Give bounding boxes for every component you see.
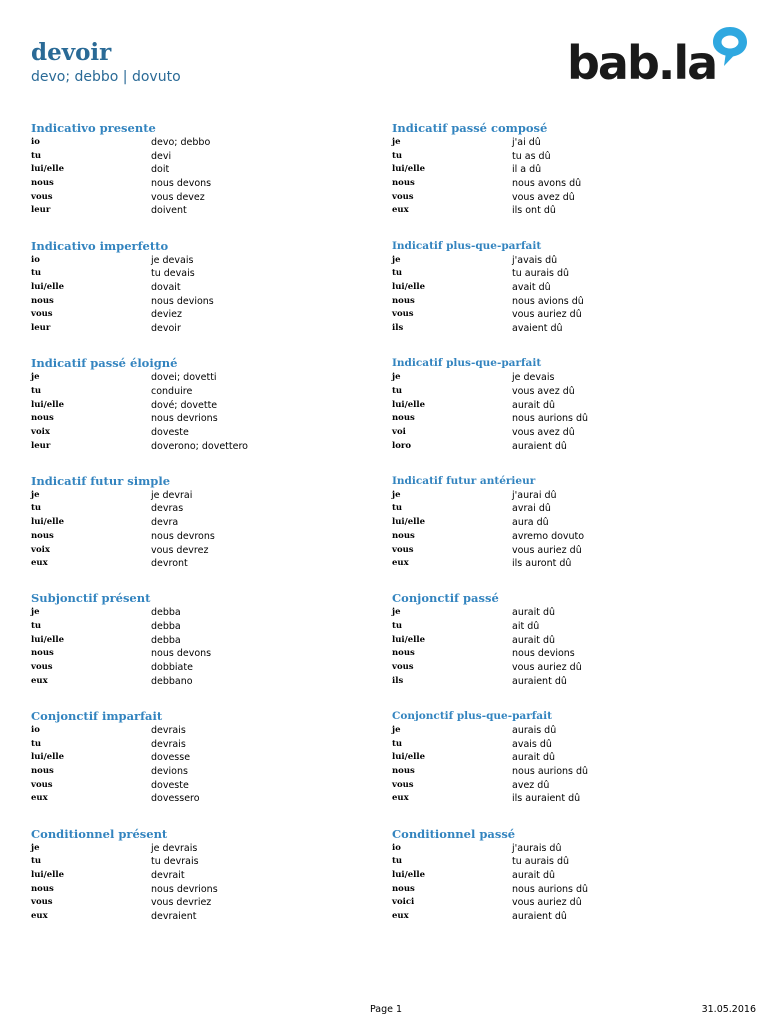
conjugation-row	[392, 738, 732, 752]
conjugation-row	[392, 322, 732, 336]
conjugation-row	[392, 606, 732, 620]
conjugation-row	[31, 177, 371, 191]
conjugation-row	[392, 557, 732, 571]
conjugation-row	[31, 724, 371, 738]
conjugation-row	[392, 440, 732, 454]
conjugation-row	[392, 544, 732, 558]
verb-form: j'aurais dû	[512, 842, 562, 854]
pronoun: vous	[392, 544, 414, 555]
pronoun: vous	[31, 309, 53, 320]
verb-form: aurait dû	[512, 607, 556, 619]
tense-block	[31, 121, 371, 239]
verb-form: nous aurions dû	[512, 883, 589, 895]
pronoun: vous	[392, 309, 414, 320]
pronoun: nous	[392, 178, 415, 189]
tense-block	[31, 827, 371, 945]
tense-title: Indicatif futur antérieur	[392, 474, 536, 487]
verb-form: devoir	[151, 323, 181, 335]
pronoun: lui/elle	[392, 634, 426, 645]
verb-form: je devrai	[151, 489, 193, 501]
verb-form: vous auriez dû	[512, 309, 582, 321]
pronoun: je	[31, 372, 40, 383]
verb-form: devra	[151, 517, 179, 529]
tense-title: Indicatif passé éloigné	[31, 356, 178, 371]
conjugation-row	[392, 675, 732, 689]
verb-form: auraient dû	[512, 911, 567, 922]
pronoun: je	[392, 372, 401, 383]
verb-form: aurait dû	[512, 869, 556, 881]
conjugation-row	[31, 502, 371, 516]
pronoun: tu	[392, 621, 403, 632]
bab-la-logo	[567, 24, 752, 90]
pronoun: nous	[392, 766, 415, 777]
pronoun: je	[392, 254, 401, 265]
conjugation-row	[392, 295, 732, 309]
verb-form: debbano	[151, 675, 193, 687]
pronoun: lui/elle	[392, 164, 426, 175]
verb-form: devrait	[151, 869, 185, 881]
tense-block	[31, 709, 371, 827]
verb-form: je devrais	[151, 842, 198, 854]
tense-title: Indicatif plus-que-parfait	[392, 239, 542, 252]
pronoun: lui/elle	[31, 281, 65, 292]
verb-form: doverono; dovettero	[151, 440, 248, 452]
conjugation-row	[31, 267, 371, 281]
verb-form: nous devrions	[151, 883, 218, 895]
verb-form: vous devez	[151, 191, 205, 203]
conjugation-row	[31, 661, 371, 675]
conjugation-row	[392, 634, 732, 648]
conjugation-row	[392, 204, 732, 218]
verb-form: devrais	[151, 738, 186, 750]
verb-form: devi	[151, 150, 172, 162]
tense-title: Indicativo presente	[31, 121, 156, 135]
pronoun: lui/elle	[31, 634, 65, 645]
pronoun: nous	[31, 883, 54, 894]
verb-form: dovesse	[151, 752, 191, 764]
conjugation-row	[31, 204, 371, 218]
conjugation-row	[31, 489, 371, 503]
verb-form: vous devrez	[151, 544, 209, 556]
verb-form: avremo dovuto	[512, 530, 585, 542]
pronoun: je	[392, 489, 401, 500]
pronoun: vous	[392, 662, 414, 673]
tense-title: Conditionnel passé	[392, 826, 516, 841]
pronoun: tu	[31, 150, 42, 161]
verb-form: nous devrions	[151, 413, 218, 425]
verb-form: dovessero	[151, 793, 200, 805]
pronoun: lui/elle	[392, 281, 426, 292]
verb-form: vous avez dû	[512, 426, 575, 438]
pronoun: vous	[31, 662, 53, 673]
conjugation-row	[31, 896, 371, 910]
pronoun: eux	[392, 558, 409, 569]
verb-form: aurait dû	[512, 752, 556, 764]
pronoun: lui/elle	[31, 399, 65, 410]
verb-form: nous devons	[151, 178, 212, 190]
pronoun: lui/elle	[392, 517, 426, 528]
conjugation-row	[31, 308, 371, 322]
conjugation-row	[392, 399, 732, 413]
conjugation-row	[392, 883, 732, 897]
verb-form: tu aurais dû	[512, 856, 569, 868]
verb-form: conduire	[151, 385, 193, 397]
verb-form: devront	[151, 558, 188, 570]
pronoun: tu	[392, 503, 403, 514]
verb-form: avez dû	[512, 779, 550, 791]
tense-title: Conjonctif plus-que-parfait	[392, 709, 552, 722]
pronoun: vous	[392, 191, 414, 202]
conjugation-row	[31, 530, 371, 544]
verb-form: nous devions	[512, 648, 575, 660]
pronoun: je	[392, 724, 401, 735]
verb-form: ils auront dû	[512, 558, 572, 570]
conjugation-row	[392, 502, 732, 516]
pronoun: lui/elle	[392, 752, 426, 763]
conjugation-row	[392, 177, 732, 191]
tense-title: Indicatif passé composé	[392, 121, 548, 135]
conjugation-row	[392, 163, 732, 177]
pronoun: eux	[31, 558, 48, 569]
pronoun: nous	[392, 413, 415, 424]
verb-form: dovait	[151, 281, 181, 293]
tense-title: Indicatif plus-que-parfait	[392, 357, 542, 370]
pronoun: loro	[392, 440, 412, 451]
verb-form: ils ont dû	[512, 205, 556, 217]
pronoun: je	[31, 607, 40, 618]
verb-form: avait dû	[512, 281, 551, 293]
verb-form: nous aurions dû	[512, 766, 589, 778]
conjugation-row	[31, 385, 371, 399]
conjugation-row	[31, 254, 371, 268]
verb-form: devo; debbo	[151, 137, 211, 148]
verb-form: aurait dû	[512, 634, 556, 646]
pronoun: tu	[392, 150, 403, 161]
verb-form: aurait dû	[512, 399, 556, 411]
pronoun: tu	[392, 738, 403, 749]
conjugation-row	[392, 530, 732, 544]
pronoun: vous	[31, 191, 53, 202]
conjugation-row	[31, 426, 371, 440]
tense-block	[31, 474, 371, 592]
conjugation-row	[31, 399, 371, 413]
conjugation-row	[31, 869, 371, 883]
conjugation-row	[392, 281, 732, 295]
verb-form: nous devons	[151, 648, 212, 660]
verb-form: nous devrons	[151, 530, 215, 542]
conjugation-row	[392, 792, 732, 806]
conjugation-row	[31, 295, 371, 309]
footer-date: 31.05.2016	[701, 1004, 756, 1015]
verb-form: auraient dû	[512, 675, 567, 687]
pronoun: vous	[31, 897, 53, 908]
conjugation-row	[392, 647, 732, 661]
pronoun: eux	[392, 205, 409, 216]
pronoun: eux	[31, 675, 48, 686]
verb-form: il a dû	[512, 164, 542, 176]
conjugation-row	[31, 412, 371, 426]
conjugation-row	[31, 751, 371, 765]
pronoun: eux	[31, 911, 48, 921]
left-conjugation-column	[31, 121, 371, 944]
verb-form: dobbiate	[151, 662, 193, 674]
pronoun: je	[392, 137, 401, 147]
conjugation-row	[31, 191, 371, 205]
conjugation-row	[392, 869, 732, 883]
conjugation-row	[31, 634, 371, 648]
verb-form: tu aurais dû	[512, 268, 569, 280]
conjugation-row	[392, 136, 732, 150]
conjugation-row	[31, 163, 371, 177]
conjugation-row	[392, 765, 732, 779]
pronoun: lui/elle	[31, 752, 65, 763]
verb-form: je devais	[512, 372, 555, 384]
conjugation-row	[31, 842, 371, 856]
pronoun: io	[31, 724, 40, 735]
conjugation-row	[31, 910, 371, 924]
verb-form: devions	[151, 766, 188, 778]
tense-block	[392, 121, 732, 239]
pronoun: tu	[31, 268, 42, 279]
pronoun: tu	[392, 856, 403, 867]
tense-block	[392, 474, 732, 592]
pronoun: lui/elle	[31, 517, 65, 528]
tense-block	[392, 709, 732, 827]
pronoun: je	[392, 607, 401, 618]
tense-title: Indicatif futur simple	[31, 473, 171, 488]
conjugation-row	[392, 489, 732, 503]
conjugation-row	[392, 751, 732, 765]
pronoun: nous	[31, 178, 54, 189]
tense-title: Indicativo imperfetto	[31, 238, 169, 253]
conjugation-row	[31, 620, 371, 634]
tense-block	[31, 239, 371, 357]
pronoun: nous	[392, 648, 415, 659]
tense-title: Conjonctif passé	[392, 591, 499, 606]
conjugation-row	[392, 308, 732, 322]
conjugation-row	[392, 842, 732, 856]
right-conjugation-column	[392, 121, 732, 944]
verb-form: nous devions	[151, 295, 214, 307]
pronoun: leur	[31, 205, 51, 216]
conjugation-row	[31, 557, 371, 571]
conjugation-row	[31, 779, 371, 793]
verb-form: ils auraient dû	[512, 793, 581, 805]
verb-form: j'avais dû	[512, 254, 558, 266]
verb-form: auraient dû	[512, 440, 567, 452]
tense-block	[392, 356, 732, 474]
page-number: Page 1	[370, 1004, 403, 1015]
pronoun: nous	[31, 413, 54, 424]
conjugation-row	[392, 254, 732, 268]
pronoun: nous	[31, 295, 54, 306]
conjugation-row	[392, 620, 732, 634]
tense-block	[31, 356, 371, 474]
pronoun: leur	[31, 440, 51, 451]
pronoun: voix	[31, 426, 50, 437]
verb-form: aura dû	[512, 517, 549, 529]
pronoun: leur	[31, 323, 51, 334]
conjugation-row	[31, 322, 371, 336]
conjugation-row	[392, 661, 732, 675]
pronoun: nous	[392, 295, 415, 306]
conjugation-row	[31, 150, 371, 164]
verb-form: devras	[151, 503, 184, 515]
conjugation-row	[392, 191, 732, 205]
verb-form: vous avez dû	[512, 385, 575, 397]
pronoun: eux	[392, 793, 409, 804]
verb-form: j'aurai dû	[512, 489, 557, 501]
conjugation-row	[31, 606, 371, 620]
pronoun: nous	[392, 530, 415, 541]
pronoun: io	[31, 254, 40, 265]
pronoun: vous	[31, 779, 53, 790]
verb-form: devrais	[151, 724, 186, 736]
tense-block	[392, 827, 732, 945]
tense-block	[31, 591, 371, 709]
pronoun: je	[31, 489, 40, 500]
verb-form: avaient dû	[512, 323, 563, 335]
pronoun: io	[31, 137, 40, 147]
verb-form: avais dû	[512, 738, 552, 750]
verb-form: nous avions dû	[512, 295, 584, 307]
verb-form: deviez	[151, 309, 182, 321]
verb-form: je devais	[151, 254, 194, 266]
conjugation-row	[31, 136, 371, 150]
verb-form: tu as dû	[512, 150, 551, 162]
page-title: devoir	[31, 39, 112, 66]
conjugation-row	[392, 267, 732, 281]
conjugation-row	[392, 516, 732, 530]
conjugation-row	[392, 896, 732, 910]
conjugation-row	[31, 675, 371, 689]
pronoun: tu	[31, 856, 42, 867]
verb-form: tu devais	[151, 268, 195, 280]
verb-form: debba	[151, 607, 181, 619]
pronoun: voici	[392, 897, 415, 908]
conjugation-row	[31, 371, 371, 385]
tense-block	[392, 239, 732, 357]
conjugation-row	[392, 779, 732, 793]
conjugation-row	[31, 792, 371, 806]
conjugation-row	[392, 150, 732, 164]
pronoun: tu	[31, 503, 42, 514]
verb-form: aurais dû	[512, 724, 557, 736]
conjugation-row	[392, 426, 732, 440]
verb-form: dové; dovette	[151, 399, 218, 411]
conjugation-row	[392, 412, 732, 426]
conjugation-row	[31, 544, 371, 558]
verb-form: tu devrais	[151, 856, 199, 868]
verb-form: doivent	[151, 205, 187, 217]
verb-form: vous auriez dû	[512, 897, 582, 909]
conjugation-row	[31, 855, 371, 869]
verb-form: dovei; dovetti	[151, 372, 217, 384]
verb-form: doveste	[151, 779, 189, 791]
pronoun: ils	[392, 323, 404, 334]
conjugation-row	[392, 855, 732, 869]
verb-form: ait dû	[512, 621, 540, 633]
verb-form: vous avez dû	[512, 191, 575, 203]
pronoun: lui/elle	[31, 164, 65, 175]
tense-title: Conditionnel présent	[31, 826, 168, 841]
logo-text: bab.la	[567, 36, 717, 90]
pronoun: tu	[31, 385, 42, 396]
verb-form: vous auriez dû	[512, 544, 582, 556]
conjugation-row	[392, 724, 732, 738]
conjugation-row	[31, 516, 371, 530]
pronoun: nous	[31, 766, 54, 777]
pronoun: lui/elle	[31, 869, 65, 880]
conjugation-row	[392, 385, 732, 399]
verb-form: vous auriez dû	[512, 662, 582, 674]
conjugation-row	[31, 883, 371, 897]
tense-title: Subjonctif présent	[31, 591, 151, 606]
conjugation-row	[31, 440, 371, 454]
pronoun: eux	[31, 793, 48, 804]
pronoun: nous	[31, 648, 54, 659]
verb-form: vous devriez	[151, 897, 212, 909]
pronoun: eux	[392, 911, 409, 921]
pronoun: lui/elle	[392, 399, 426, 410]
pronoun: tu	[31, 621, 42, 632]
pronoun: tu	[392, 385, 403, 396]
tense-block	[392, 591, 732, 709]
pronoun: ils	[392, 675, 404, 686]
pronoun: nous	[31, 530, 54, 541]
pronoun: voix	[31, 544, 50, 555]
page-subtitle: devo; debbo | dovuto	[31, 69, 181, 85]
pronoun: tu	[392, 268, 403, 279]
pronoun: je	[31, 842, 40, 853]
verb-form: nous avons dû	[512, 178, 582, 190]
pronoun: voi	[392, 426, 406, 437]
pronoun: nous	[392, 883, 415, 894]
verb-form: nous aurions dû	[512, 413, 589, 425]
speech-bubble-icon	[710, 24, 750, 68]
verb-form: doit	[151, 164, 170, 176]
conjugation-row	[392, 371, 732, 385]
pronoun: io	[392, 842, 401, 853]
verb-form: debba	[151, 621, 181, 633]
conjugation-row	[31, 765, 371, 779]
verb-form: devraient	[151, 911, 197, 922]
pronoun: vous	[392, 779, 414, 790]
pronoun: lui/elle	[392, 869, 426, 880]
verb-form: avrai dû	[512, 503, 551, 515]
verb-form: debba	[151, 634, 181, 646]
verb-form: j'ai dû	[512, 137, 541, 148]
conjugation-row	[31, 647, 371, 661]
verb-form: doveste	[151, 426, 189, 438]
conjugation-row	[392, 910, 732, 924]
conjugation-row	[31, 738, 371, 752]
tense-title: Conjonctif imparfait	[31, 708, 163, 723]
pronoun: tu	[31, 738, 42, 749]
conjugation-row	[31, 281, 371, 295]
